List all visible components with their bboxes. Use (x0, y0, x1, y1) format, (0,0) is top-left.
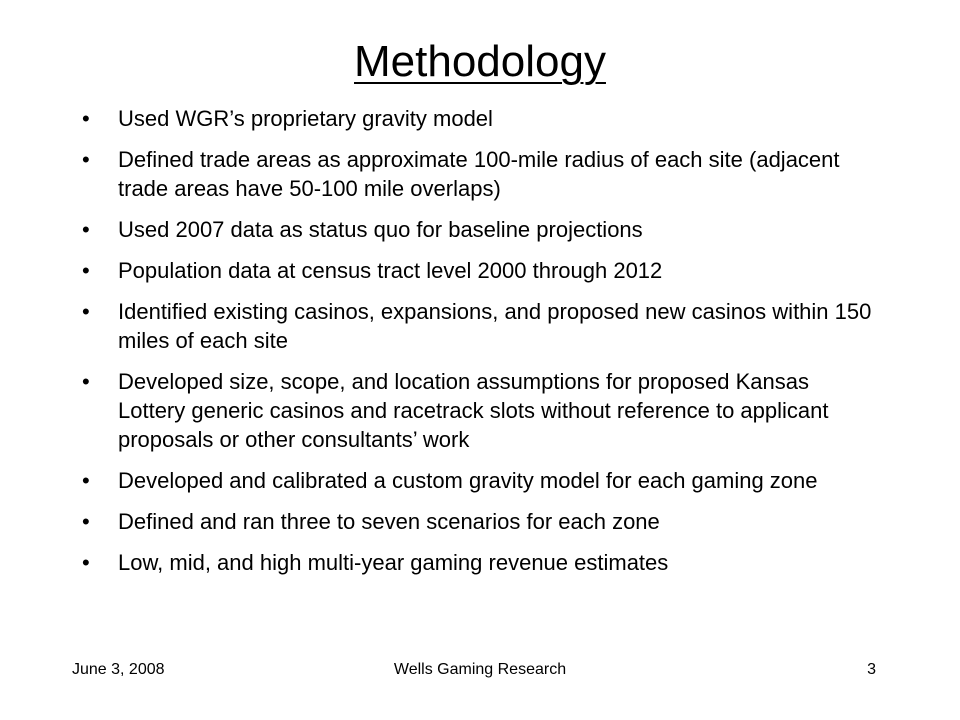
bullet-item (80, 104, 880, 133)
bullet-dot-icon: • (82, 217, 90, 242)
bullet-item (80, 507, 880, 536)
bullet-item (80, 145, 880, 203)
bullet-item (80, 297, 880, 355)
bullet-list (80, 104, 880, 589)
footer-date: June 3, 2008 (72, 661, 165, 678)
bullet-text: Used 2007 data as status quo for baseline projections (118, 217, 643, 242)
bullet-dot-icon: • (82, 299, 90, 324)
bullet-dot-icon: • (82, 106, 90, 131)
bullet-text: Developed and calibrated a custom gravity model for each gaming zone (118, 468, 818, 493)
bullet-dot-icon: • (82, 369, 90, 394)
bullet-text: Identified existing casinos, expansions, and proposed new casinos within 150 miles of each site (118, 299, 872, 353)
bullet-text: Population data at census tract level 2000 through 2012 (118, 258, 663, 283)
bullet-item (80, 215, 880, 244)
bullet-text: Used WGR’s proprietary gravity model (118, 106, 493, 131)
bullet-text: Low, mid, and high multi-year gaming revenue estimates (118, 550, 669, 575)
slide-title: Methodology (354, 37, 606, 86)
footer-page-number: 3 (867, 661, 876, 678)
footer-organization: Wells Gaming Research (393, 661, 567, 678)
bullet-item (80, 466, 880, 495)
bullet-dot-icon: • (82, 550, 90, 575)
bullet-item (80, 548, 880, 577)
bullet-dot-icon: • (82, 509, 90, 534)
bullet-text: Developed size, scope, and location assumptions for proposed Kansas Lottery generic casinos and racetrack slots without reference to applicant proposals or other consultants’ work (118, 369, 829, 452)
bullet-dot-icon: • (82, 468, 90, 493)
bullet-item (80, 256, 880, 285)
bullet-dot-icon: • (82, 147, 90, 172)
bullet-text: Defined trade areas as approximate 100-mile radius of each site (adjacent trade areas have 50-100 mile overlaps) (118, 147, 840, 201)
bullet-item (80, 367, 880, 454)
bullet-text: Defined and ran three to seven scenarios for each zone (118, 509, 660, 534)
bullet-dot-icon: • (82, 258, 90, 283)
